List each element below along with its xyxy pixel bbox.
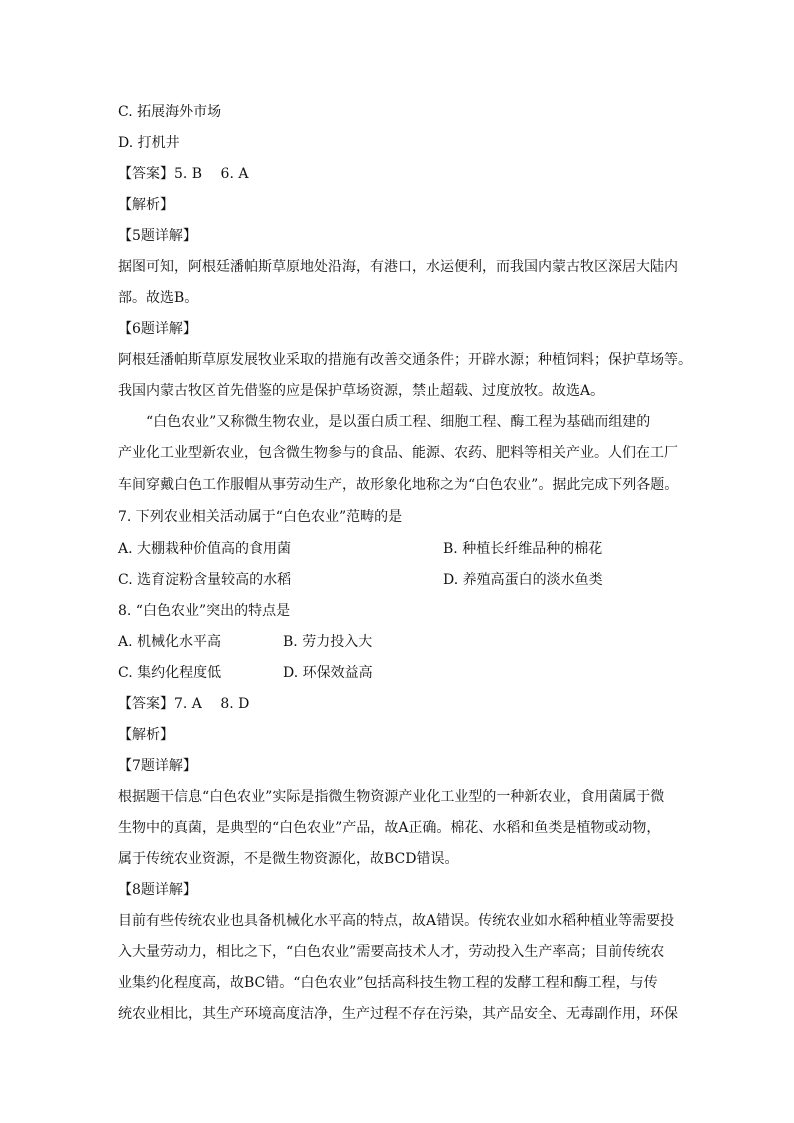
q8-option-c: C. 集约化程度低	[118, 665, 222, 681]
option-c-prev: C. 拓展海外市场	[118, 104, 222, 120]
passage-line-2: 产业化工业型新农业，包含微生物参与的食品、能源、农药、肥料等相关产业。人们在工厂	[118, 445, 678, 461]
q7-option-b: B. 种植长纤维品种的棉花	[443, 541, 603, 557]
q7-option-c: C. 选育淀粉含量较高的水稻	[118, 572, 292, 588]
answer-label-5-6: 【答案】5. B 6. A	[118, 166, 249, 182]
q8-option-a: A. 机械化水平高	[118, 634, 222, 650]
q8-detail-line-1: 目前有些传统农业也具备机械化水平高的特点，故A错误。传统农业如水稻种植业等需要投	[118, 913, 675, 929]
q8-option-b: B. 劳力投入大	[283, 634, 373, 650]
q8-detail-line-2: 入大量劳动力，相比之下，“白色农业”需要高技术人才，劳动投入生产率高；目前传统农	[118, 944, 665, 960]
q5-detail-line-2: 部。故选B。	[118, 290, 199, 306]
q6-detail-line-2: 我国内蒙古牧区首先借鉴的应是保护草场资源，禁止超载、过度放牧。故选A。	[118, 383, 605, 399]
passage-line-1: “白色农业”又称微生物农业，是以蛋白质工程、细胞工程、酶工程为基础而组建的	[146, 414, 651, 430]
q8-detail-line-3: 业集约化程度高，故BC错。“白色农业”包括高科技生物工程的发酵工程和酶工程，与传	[118, 975, 658, 991]
q8-detail-line-4: 统农业相比，其生产环境高度洁净，生产过程不存在污染，其产品安全、无毒副作用，环保	[118, 1006, 678, 1022]
q8-option-d: D. 环保效益高	[283, 665, 373, 681]
q7-detail-line-1: 根据题干信息“白色农业”实际是指微生物资源产业化工业型的一种新农业，食用菌属于微	[118, 789, 665, 805]
passage-line-3: 车间穿戴白色工作服帽从事劳动生产，故形象化地称之为“白色农业”。据此完成下列各题。	[118, 477, 679, 493]
option-d-prev: D. 打机井	[118, 135, 180, 151]
q5-detail-line-1: 据图可知，阿根廷潘帕斯草原地处沿海，有港口，水运便利，而我国内蒙古牧区深居大陆内	[118, 259, 678, 275]
answer-label-7-8: 【答案】7. A 8. D	[118, 696, 250, 712]
q7-detail-line-3: 属于传统农业资源，不是微生物资源化，故BCD错误。	[118, 851, 459, 867]
q7-option-a: A. 大棚栽种价值高的食用菌	[118, 541, 292, 557]
q7-detail-header: 【7题详解】	[118, 758, 197, 774]
q5-detail-header: 【5题详解】	[118, 228, 197, 244]
q6-detail-line-1: 阿根廷潘帕斯草原发展牧业采取的措施有改善交通条件；开辟水源；种植饲料；保护草场等。	[118, 352, 692, 368]
analysis-label-2: 【解析】	[118, 727, 174, 743]
q7-detail-line-2: 生物中的真菌，是典型的“白色农业”产品，故A正确。棉花、水稻和鱼类是植物或动物，	[118, 820, 661, 836]
q8-stem: 8. “白色农业”突出的特点是	[118, 603, 291, 619]
q8-detail-header: 【8题详解】	[118, 882, 197, 898]
q6-detail-header: 【6题详解】	[118, 321, 197, 337]
analysis-label-1: 【解析】	[118, 197, 174, 213]
q7-option-d: D. 养殖高蛋白的淡水鱼类	[443, 572, 603, 588]
q7-stem: 7. 下列农业相关活动属于“白色农业”范畴的是	[118, 509, 403, 525]
